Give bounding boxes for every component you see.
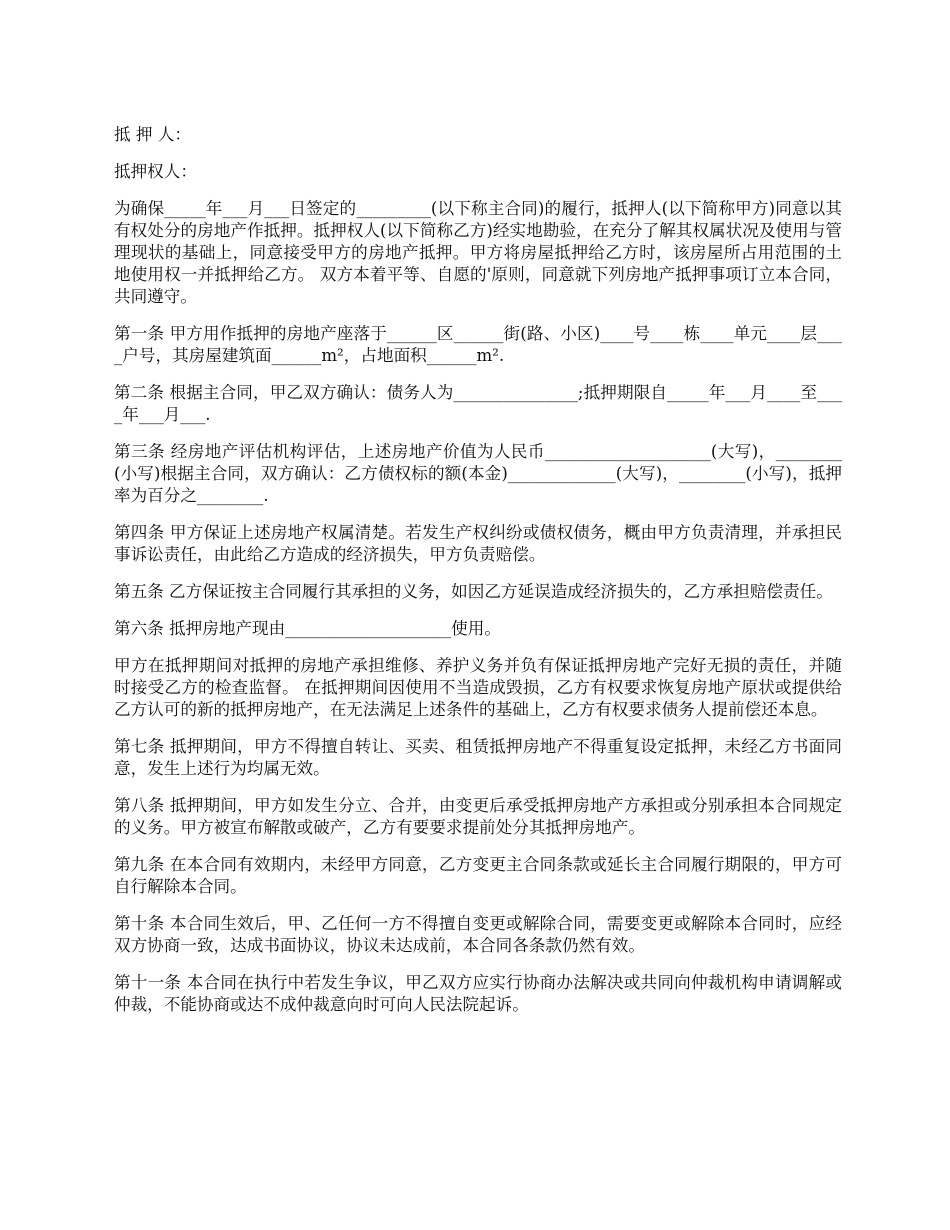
mortgagor-label: 抵 押 人： <box>114 125 191 144</box>
article-1: 第一条 甲方用作抵押的房地产座落于______区______街(路、小区)____号____栋____单元____层____户号，其房屋建筑面______m²，占地面积______m². <box>114 324 842 365</box>
article-2: 第二条 根据主合同，甲乙双方确认：债务人为_______________;抵押期限自_____年___月____至____年___月___. <box>114 383 842 424</box>
article-5: 第五条 乙方保证按主合同履行其承担的义务，如因乙方延误造成经济损失的，乙方承担赔偿责任。 <box>114 582 833 601</box>
article-6: 第六条 抵押房地产现由____________________使用。 <box>114 619 501 638</box>
article-10: 第十条 本合同生效后，甲、乙任何一方不得擅自变更或解除合同，需要变更或解除本合同时，应经双方协商一致，达成书面协议，协议未达成前，本合同各条款仍然有效。 <box>114 914 842 955</box>
article-4: 第四条 甲方保证上述房地产权属清楚。若发生产权纠纷或债权债务，概由甲方负责清理，并承担民事诉讼责任，由此给乙方造成的经济损失，甲方负责赔偿。 <box>114 523 842 564</box>
contract-document <box>114 124 842 1031</box>
article-8: 第八条 抵押期间，甲方如发生分立、合并，由变更后承受抵押房地产方承担或分别承担本合同规定的义务。甲方被宣布解散或破产，乙方有要要求提前处分其抵押房地产。 <box>114 796 842 837</box>
maintenance-paragraph: 甲方在抵押期间对抵押的房地产承担维修、养护义务并负有保证抵押房地产完好无损的责任，并随时接受乙方的检查监督。 在抵押期间因使用不当造成毁损，乙方有权要求恢复房地产原状或提供给乙方认可的新的抵押房地产，在无法满足上述条件的基础上，乙方有权要求债务人提前偿还本息。 <box>114 656 842 719</box>
article-11: 第十一条 本合同在执行中若发生争议，甲乙双方应实行协商办法解决或共同向仲裁机构申请调解或仲裁，不能协商或达不成仲裁意向时可向人民法院起诉。 <box>114 973 842 1014</box>
article-3: 第三条 经房地产评估机构评估，上述房地产价值为人民币____________________(大写)，________(小写)根据主合同，双方确认：乙方债权标的额(本金)_____________(大写)，________(小写)，抵押率为百分之________. <box>114 442 842 505</box>
article-7: 第七条 抵押期间，甲方不得擅自转让、买卖、租赁抵押房地产不得重复设定抵押，未经乙方书面同意，发生上述行为均属无效。 <box>114 737 842 778</box>
mortgagee-label: 抵押权人： <box>114 162 197 181</box>
preamble-paragraph: 为确保_____年___月___日签定的_________(以下称主合同)的履行，抵押人(以下简称甲方)同意以其有权处分的房地产作抵押。抵押权人(以下简称乙方)经实地勘验，在充分了解其权属状况及使用与管理现状的基础上，同意接受甲方的房地产抵押。甲方将房屋抵押给乙方时，该房屋所占用范围的土地使用权一并抵押给乙方。 双方本着平等、自愿的'原则，同意就下列房地产抵押事项订立本合同，共同遵守。 <box>114 199 842 306</box>
article-9: 第九条 在本合同有效期内，未经甲方同意，乙方变更主合同条款或延长主合同履行期限的，甲方可自行解除本合同。 <box>114 855 842 896</box>
